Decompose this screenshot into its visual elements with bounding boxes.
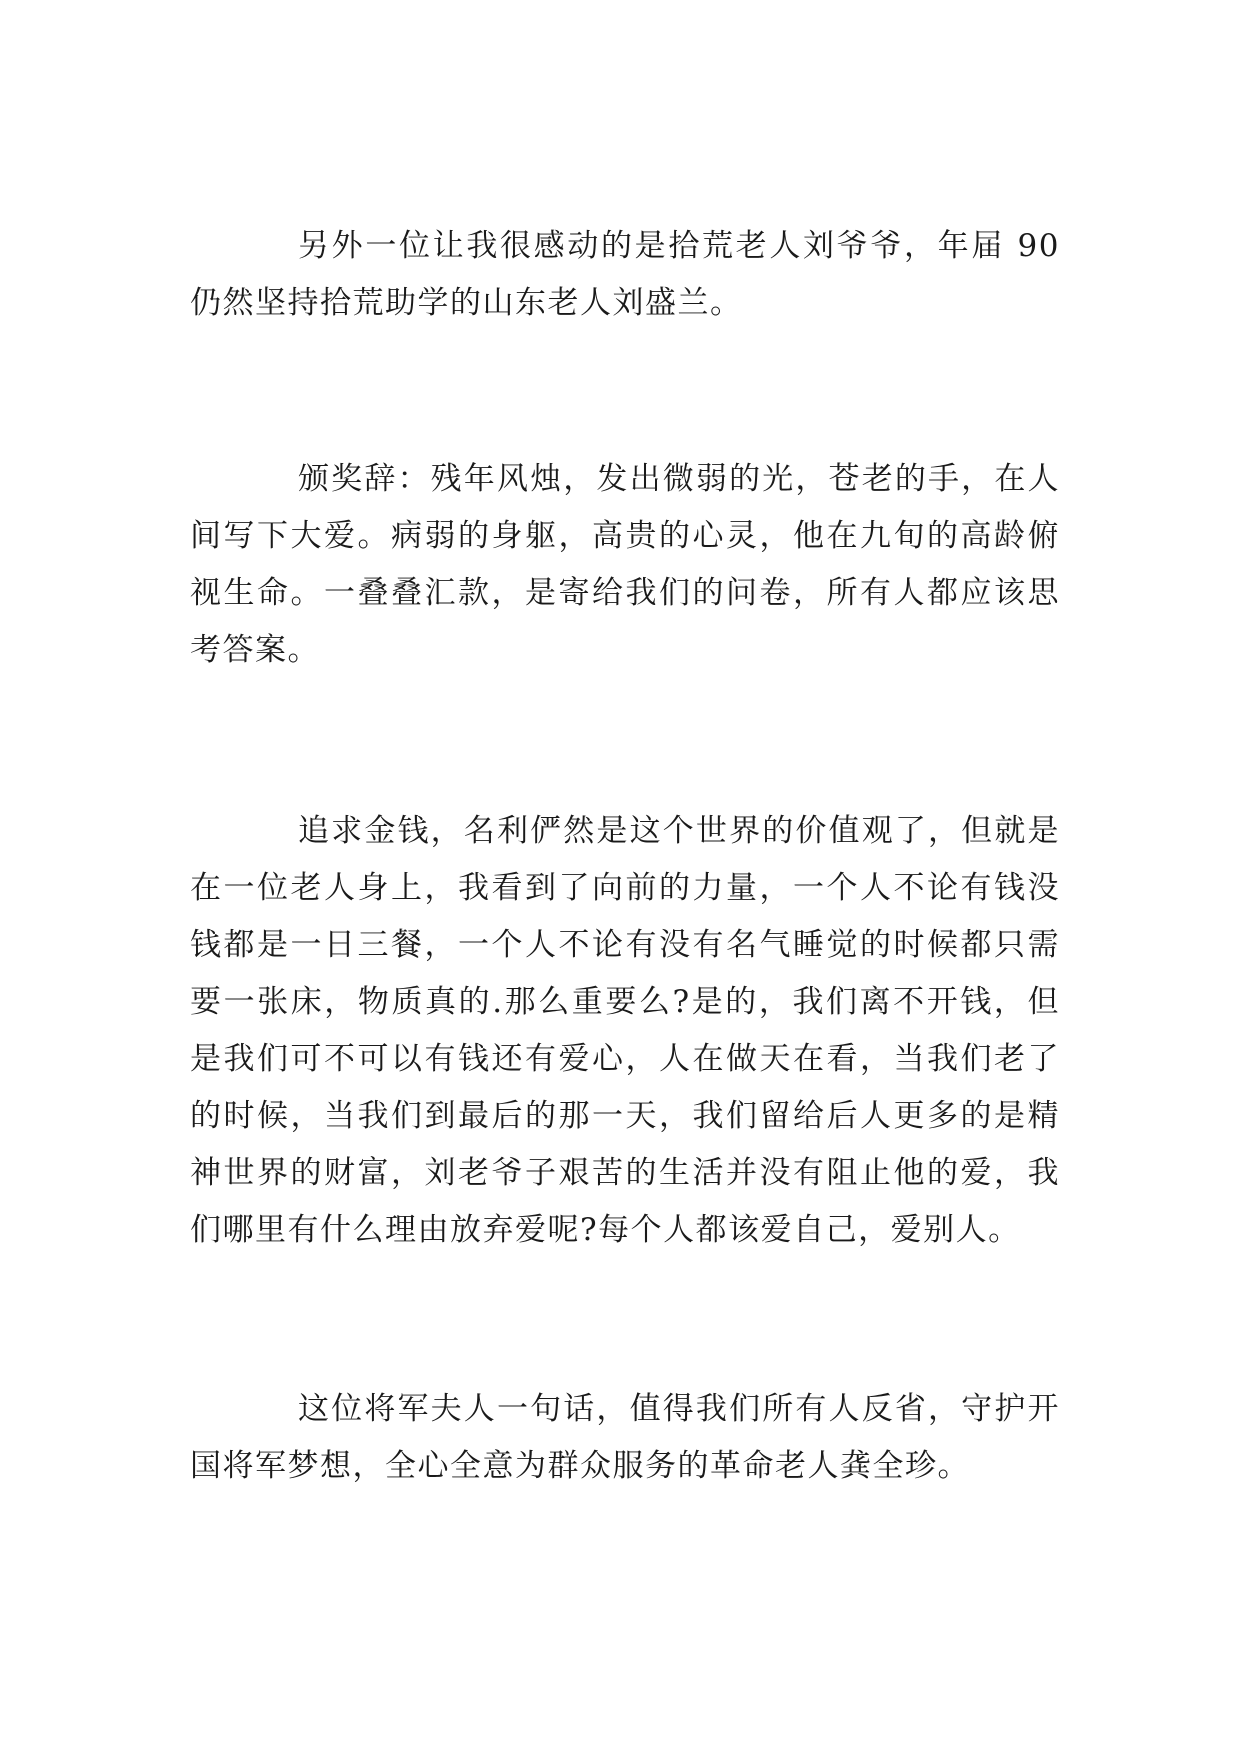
text-line: 间写下大爱。病弱的身躯，高贵的心灵，他在九旬的高龄俯 xyxy=(190,518,1060,554)
text-line: 视生命。一叠叠汇款，是寄给我们的问卷，所有人都应该思 xyxy=(190,575,1060,611)
paragraph-4 xyxy=(190,1381,1060,1495)
text-line: 神世界的财富，刘老爷子艰苦的生活并没有阻止他的爱，我 xyxy=(190,1155,1060,1191)
text-line: 要一张床，物质真的.那么重要么?是的，我们离不开钱，但 xyxy=(190,984,1060,1020)
text-line: 钱都是一日三餐，一个人不论有没有名气睡觉的时候都只需 xyxy=(190,927,1060,963)
text-line: 是我们可不可以有钱还有爱心，人在做天在看，当我们老了 xyxy=(190,1041,1060,1077)
paragraph-2 xyxy=(190,451,1060,679)
text-line: 追求金钱，名利俨然是这个世界的价值观了，但就是 xyxy=(298,813,1060,849)
text-line: 仍然坚持拾荒助学的山东老人刘盛兰。 xyxy=(190,285,743,321)
text-line: 颁奖辞：残年风烛，发出微弱的光，苍老的手，在人 xyxy=(298,461,1060,497)
text-line: 们哪里有什么理由放弃爱呢?每个人都该爱自己，爱别人。 xyxy=(190,1212,1021,1248)
text-line: 的时候，当我们到最后的那一天，我们留给后人更多的是精 xyxy=(190,1098,1060,1134)
paragraph-3 xyxy=(190,803,1060,1259)
text-line: 另外一位让我很感动的是拾荒老人刘爷爷，年届 90 xyxy=(298,228,1060,264)
text-line: 考答案。 xyxy=(190,632,320,668)
text-line: 这位将军夫人一句话，值得我们所有人反省，守护开 xyxy=(298,1391,1060,1427)
text-line: 国将军梦想，全心全意为群众服务的革命老人龚全珍。 xyxy=(190,1448,970,1484)
text-line: 在一位老人身上，我看到了向前的力量，一个人不论有钱没 xyxy=(190,870,1060,906)
paragraph-1 xyxy=(190,218,1060,332)
